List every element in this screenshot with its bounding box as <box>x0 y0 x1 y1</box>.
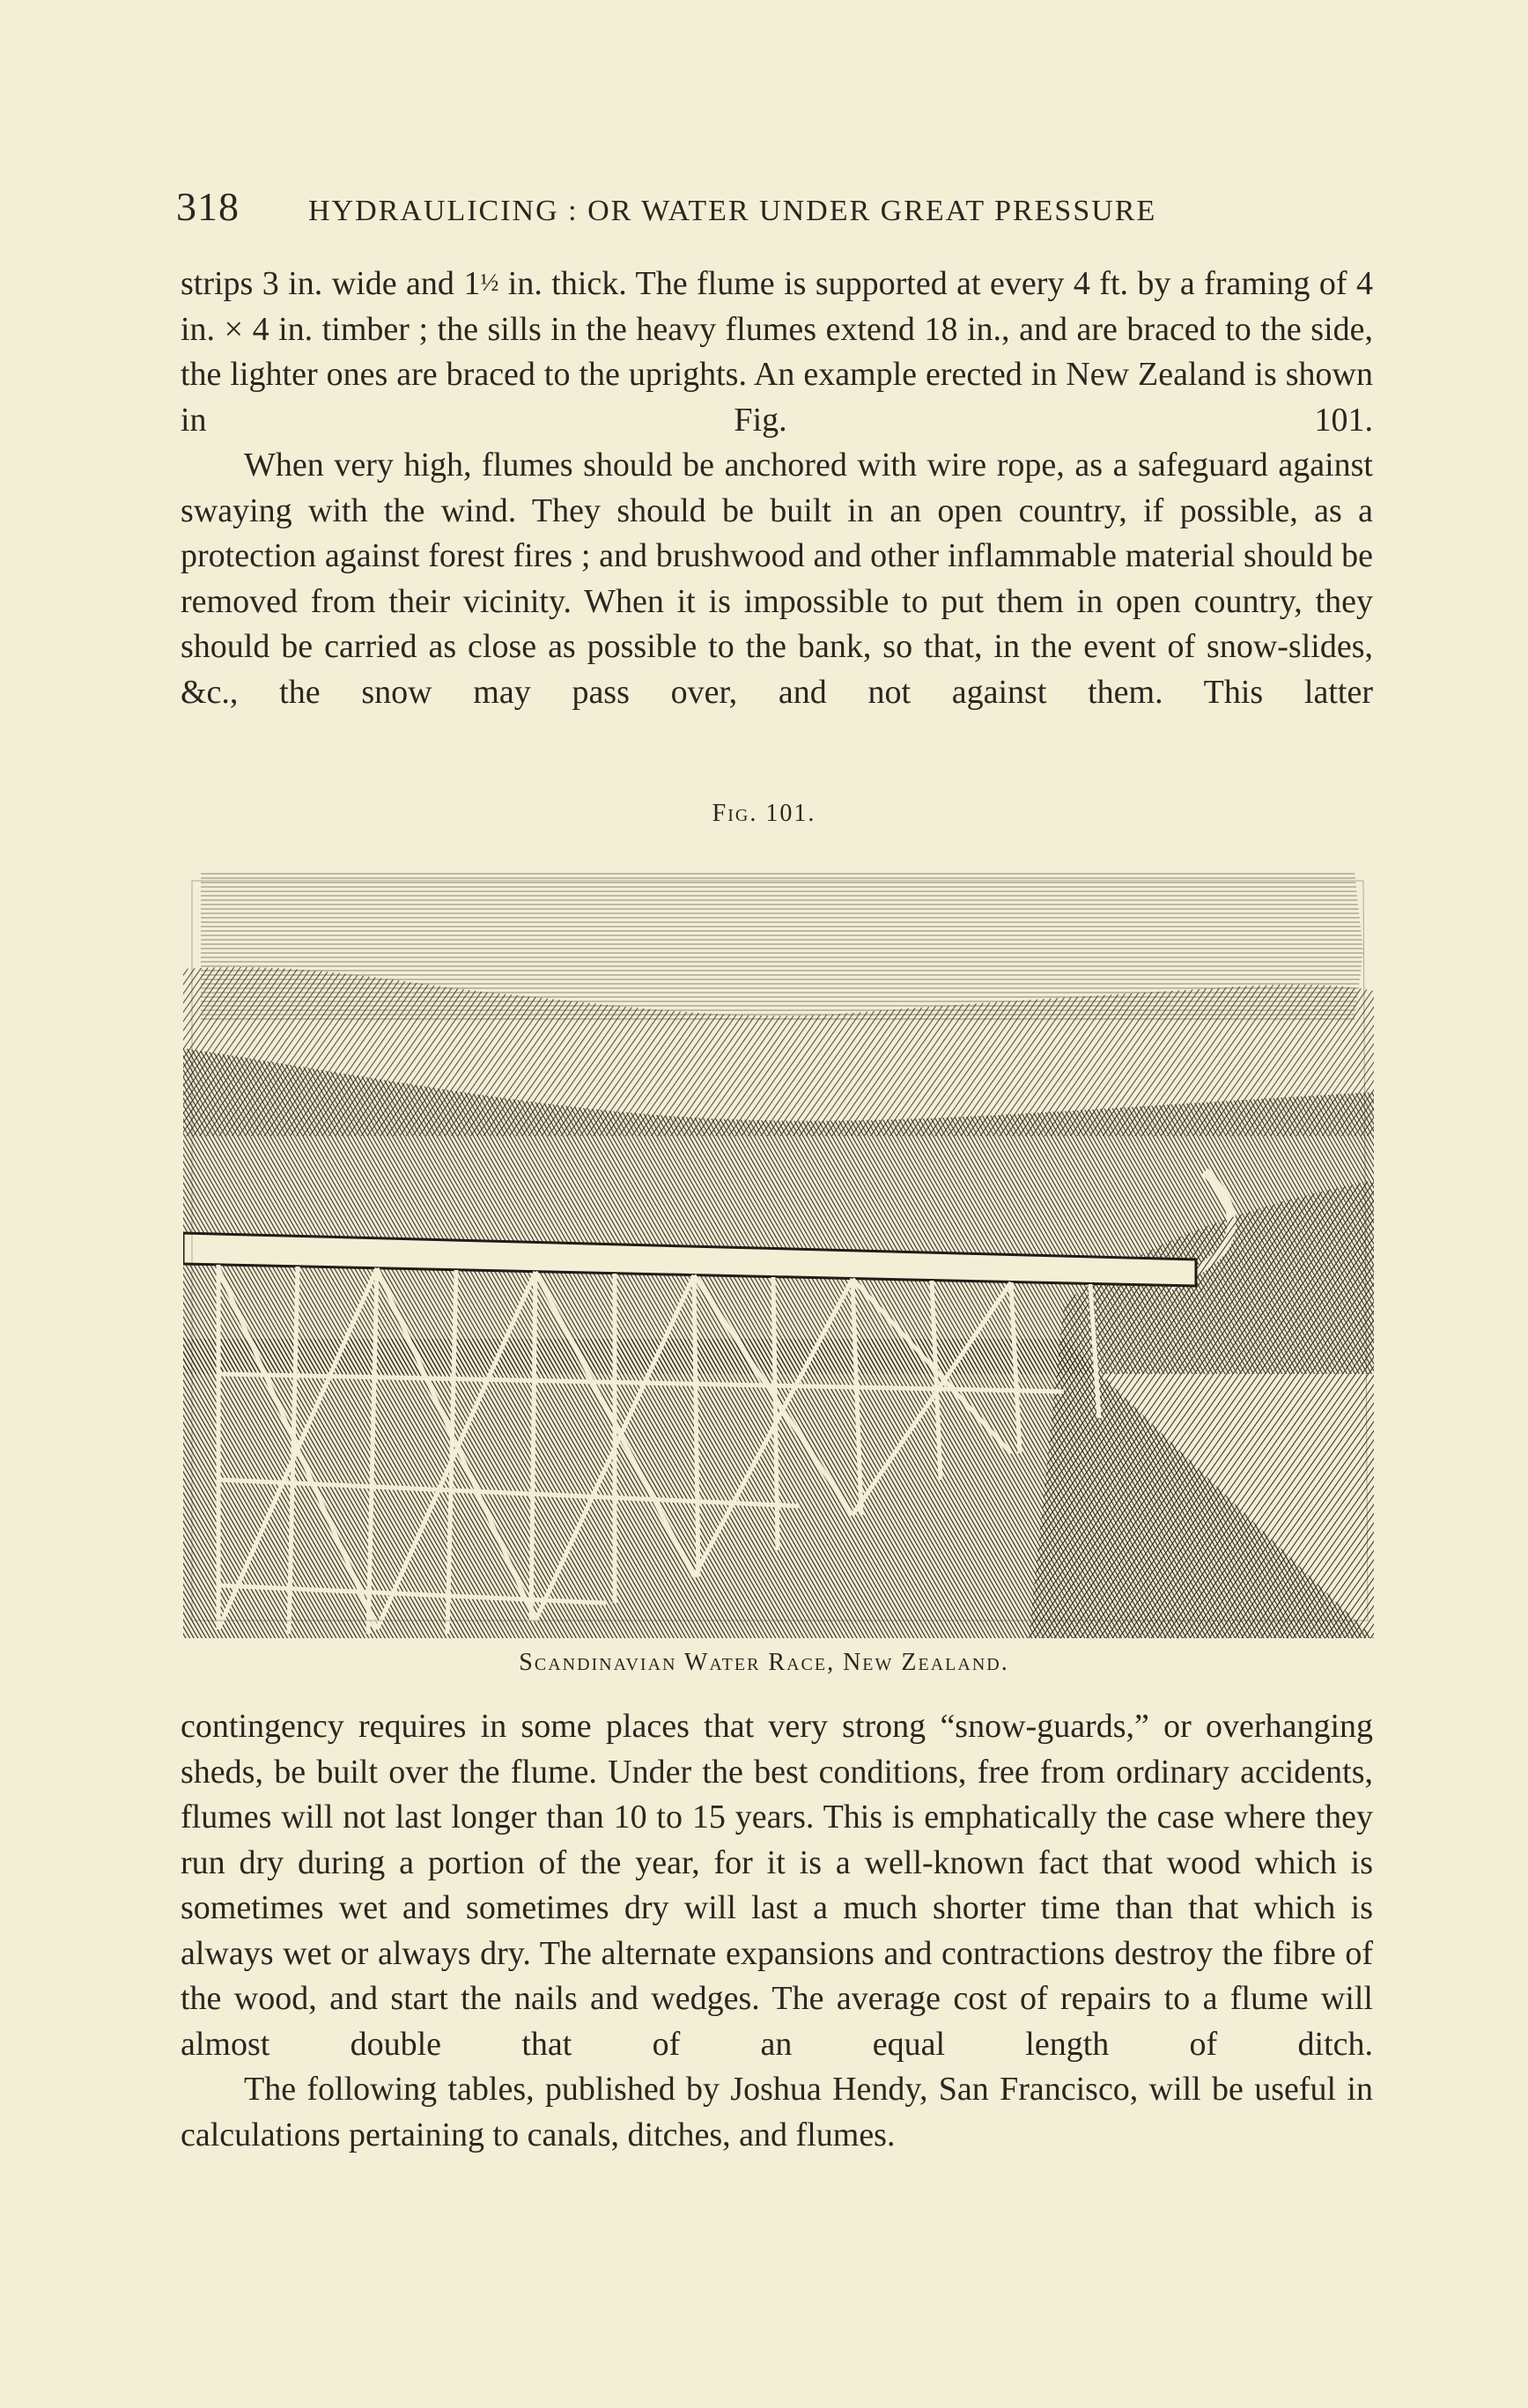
figure-label: Fig. 101. <box>712 800 816 827</box>
bottom-text-block <box>181 1704 1373 2158</box>
fraction-half: ½ <box>480 270 499 297</box>
paragraph-snow-guards: contingency requires in some places that very strong “snow-guards,” or overhanging sheds, be built over the flume. Under the best conditions, free from ordinary accidents, flumes will not last longer than 10 to 15 years. This is emphatically the case where they run dry during a portion of the year, for it is a well-known fact that wood which is sometimes wet and sometimes dry will last a much shorter time than that which is always wet or always dry. The alternate expansions and contractions destroy the fibre of the wood, and start the nails and wedges. The average cost of repairs to a flume will almost double that of an equal length of ditch. <box>181 1708 1373 2063</box>
paragraph-flume-anchoring: When very high, flumes should be anchored with wire rope, as a safeguard against swaying with the wind. They should be built in an open country, if possible, as a protection against forest fires ; and brushwood and other inflammable material should be removed from their vicinity. When it is impossible to put them in open country, they should be carried as close as possible to the bank, so that, in the event of snow-slides, &c., the snow may pass over, and not against them. This latter <box>181 447 1373 711</box>
figure-engraving <box>183 846 1374 1638</box>
page-header <box>176 183 1259 230</box>
running-head: HYDRAULICING : OR WATER UNDER GREAT PRESSURE <box>308 195 1157 227</box>
paragraph-continued <box>181 261 1373 443</box>
flume-trestle-illustration <box>183 846 1374 1638</box>
figure-caption: Scandinavian Water Race, New Zealand. <box>519 1649 1009 1676</box>
paragraph-tables-intro: The following tables, published by Joshua Hendy, San Francisco, will be useful in calculations pertaining to canals, ditches, and flumes. <box>181 2071 1373 2153</box>
page-number: 318 <box>176 184 240 229</box>
top-text-block <box>181 261 1373 715</box>
paragraph-text-start: strips 3 in. wide and 1 <box>181 265 481 302</box>
paragraph-text-rest: in. thick. The flume is supported at every 4 ft. by a framing of 4 in. × 4 in. timber ; the sills in the heavy flumes extend 18 in., and are braced to the side, the lighter ones are braced to the uprights. An example erected in New Zealand is shown in Fig. 101. <box>181 265 1373 439</box>
